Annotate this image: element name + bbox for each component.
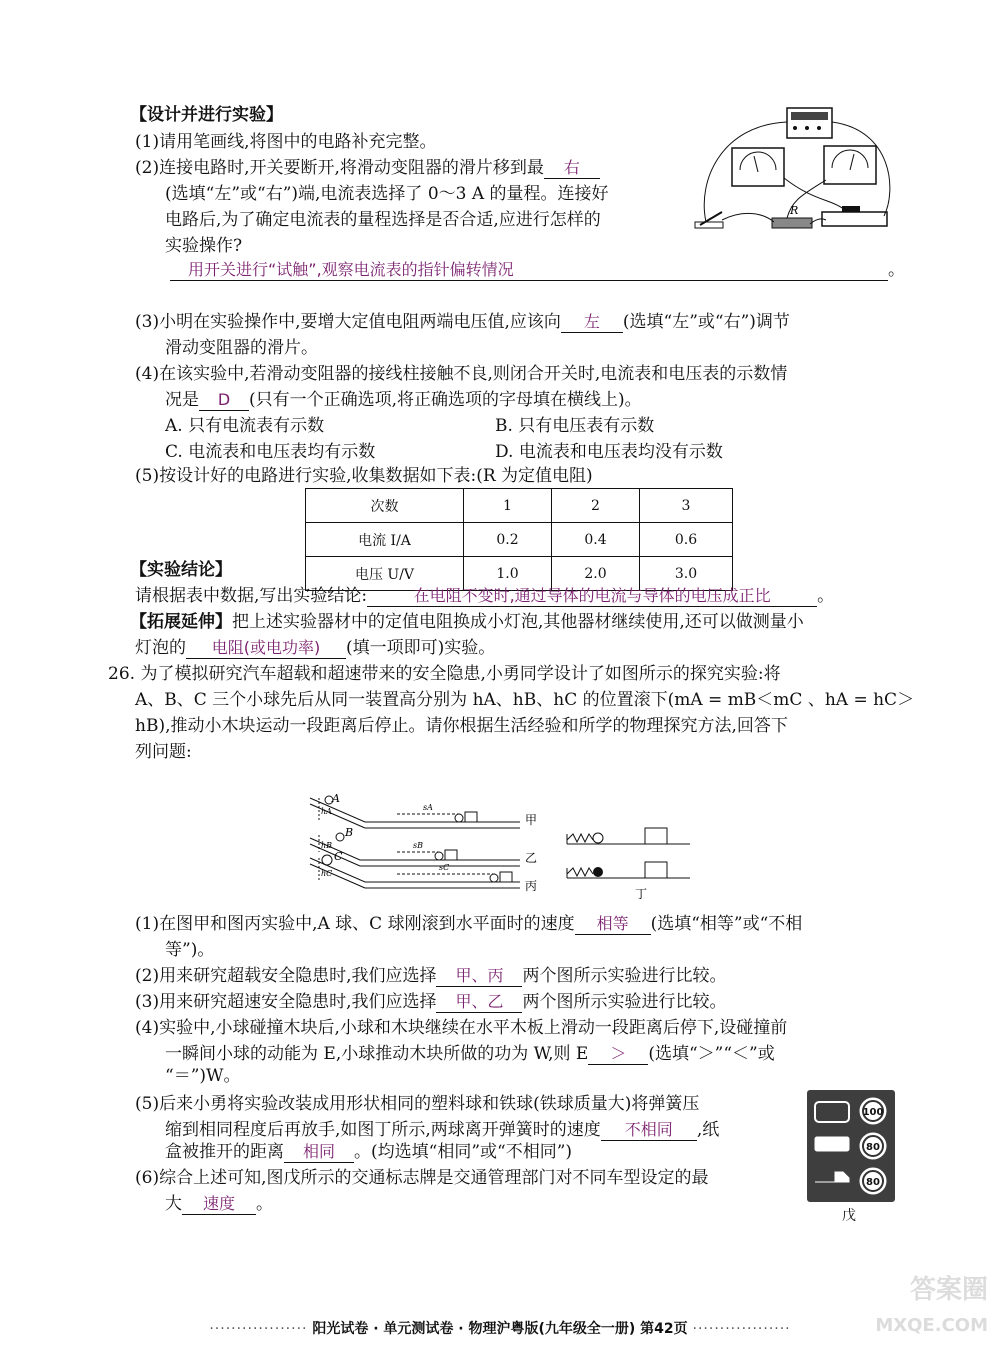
- extension-line1: [130, 610, 804, 634]
- ramp-experiment-figure: [305, 790, 690, 910]
- p3-answer: 甲、乙: [436, 992, 522, 1013]
- p4-text-b: 一瞬间小球的动能为 E,小球推动木块所做的功为 W,则 E: [165, 1044, 589, 1064]
- q3-line2: 滑动变阻器的滑片。: [165, 338, 318, 358]
- extension-text-c: (填一项即可)实验。: [346, 638, 496, 658]
- table-row: [306, 489, 733, 523]
- q4-line1: (4)在该实验中,若滑动变阻器的接线柱接触不良,则闭合开关时,电流表和电压表的示数情: [135, 364, 788, 384]
- p2-line: [135, 964, 726, 988]
- p6-text-b: 大: [165, 1194, 182, 1214]
- label-yi: 乙: [525, 851, 538, 865]
- q2-line3: 电路后,为了确定电流表的量程选择是否合适,应进行怎样的: [165, 210, 601, 230]
- data-table: [305, 488, 733, 591]
- extension-answer: 电阻(或电功率): [186, 638, 346, 659]
- p1-text-a: (1)在图甲和图丙实验中,A 球、C 球刚滚到水平面时的速度: [135, 914, 575, 934]
- table-cell: 0.4: [552, 523, 640, 557]
- q5-text: (5)按设计好的电路进行实验,收集数据如下表:(R 为定值电阻): [135, 466, 593, 486]
- table-cell: 3: [640, 489, 733, 523]
- p1-text-b: (选填“相等”或“不相: [650, 914, 803, 934]
- extension-text-b: 灯泡的: [135, 638, 186, 658]
- p1-line1: [135, 912, 802, 936]
- svg-text:R: R: [790, 204, 799, 217]
- conclusion-text: 请根据表中数据,写出实验结论:: [135, 586, 368, 606]
- circuit-diagram: [692, 100, 897, 250]
- label-hc: hC: [321, 869, 333, 878]
- extension-heading: 【拓展延伸】: [130, 612, 232, 632]
- extension-text-a: 把上述实验器材中的定值电阻换成小灯泡,其他器材继续使用,还可以做测量小: [232, 612, 804, 632]
- q4-answer: D: [199, 390, 249, 411]
- label-ha: hA: [321, 807, 332, 816]
- table-row: [306, 523, 733, 557]
- p3-text-b: 两个图所示实验进行比较。: [522, 992, 727, 1012]
- q2-answer: 右: [544, 158, 600, 179]
- p5-text-c: ,纸: [696, 1120, 720, 1140]
- label-c: C: [334, 850, 343, 863]
- table-cell: 1: [464, 489, 552, 523]
- q26-line1: 26. 为了模拟研究汽车超载和超速带来的安全隐患,小勇同学设计了如图所示的探究实验:将: [108, 664, 781, 684]
- table-cell: 0.2: [464, 523, 552, 557]
- q4-line2: [165, 388, 642, 412]
- conclusion-answer: 在电阻不变时,通过导体的电流与导体的电压成正比: [367, 586, 817, 607]
- q4-text-b: 况是: [165, 390, 199, 410]
- p2-answer: 甲、丙: [436, 966, 522, 987]
- label-wu: 戊: [842, 1208, 856, 1224]
- q4-text-c: (只有一个正确选项,将正确选项的字母填在横线上)。: [249, 390, 642, 410]
- q26-line4: 列问题:: [135, 742, 192, 762]
- q2-text-a: (2)连接电路时,开关要断开,将滑动变阻器的滑片移到最: [135, 158, 544, 178]
- label-sb: sB: [413, 841, 423, 850]
- table-cell: 2.0: [552, 557, 640, 591]
- table-cell: 3.0: [640, 557, 733, 591]
- traffic-sign: [807, 1090, 895, 1202]
- option-a: A. 只有电流表有示数: [165, 416, 325, 436]
- label-a: A: [332, 792, 340, 805]
- footer-text: 阳光试卷 · 单元测试卷 · 物理沪粤版(九年级全一册) 第42页: [312, 1321, 688, 1337]
- speed-limit-3: 80: [866, 1177, 880, 1188]
- table-cell: 电流 I/A: [306, 523, 464, 557]
- label-ding: 丁: [635, 887, 648, 901]
- p6-text-c: 。: [256, 1194, 273, 1214]
- table-cell: 2: [552, 489, 640, 523]
- option-d: D. 电流表和电压表均没有示数: [495, 442, 723, 462]
- table-cell: 0.6: [640, 523, 733, 557]
- table-cell: 次数: [306, 489, 464, 523]
- conclusion-end: 。: [817, 586, 835, 606]
- q2-line4: 实验操作?: [165, 236, 243, 256]
- label-bing: 丙: [525, 879, 538, 893]
- p5-line2: [165, 1118, 719, 1142]
- watermark-text: 答案圈: [909, 1275, 988, 1305]
- p5-text-d: 盒被推开的距离: [165, 1142, 284, 1162]
- table-cell: 1.0: [464, 557, 552, 591]
- p6-line2: [165, 1192, 273, 1216]
- conclusion-heading: 【实验结论】: [130, 560, 232, 580]
- q2-answer-line: [170, 258, 905, 282]
- q3-answer: 左: [561, 312, 623, 333]
- p5-line3: [165, 1140, 572, 1164]
- p2-text-a: (2)用来研究超载安全隐患时,我们应选择: [135, 966, 437, 986]
- label-b: B: [345, 826, 354, 839]
- q2-line1: [135, 156, 600, 180]
- truck-icon: [815, 1172, 849, 1182]
- q3-text-b: (选填“左”或“右”)调节: [622, 312, 790, 332]
- label-hb: hB: [321, 841, 333, 850]
- q2-answer2: 用开关进行“试触”,观察电流表的指针偏转情况: [170, 260, 888, 281]
- p4-answer: ＞: [588, 1044, 648, 1065]
- q26-line2: A、B、C 三个小球先后从同一装置高分别为 hA、hB、hC 的位置滚下(mA = mB＜mC 、hA = hC＞: [135, 690, 915, 710]
- bus-icon: [815, 1137, 849, 1151]
- option-b: B. 只有电压表有示数: [495, 416, 655, 436]
- conclusion-line: [135, 584, 834, 608]
- p5-text-e: 。(均选填“相同”或“不相同”): [354, 1142, 573, 1162]
- label-jia: 甲: [525, 813, 538, 827]
- p6-answer: 速度: [182, 1194, 256, 1215]
- p5-line1: (5)后来小勇将实验改装成用形状相同的塑料球和铁球(铁球质量大)将弹簧压: [135, 1094, 700, 1114]
- p1-line2: 等”)。: [165, 940, 215, 960]
- q2-line2: (选填“左”或“右”)端,电流表选择了 0～3 A 的量程。连接好: [165, 184, 609, 204]
- watermark-url: MXQE.COM: [875, 1315, 988, 1336]
- option-c: C. 电流表和电压表均有示数: [165, 442, 376, 462]
- speed-limit-1: 100: [862, 1107, 884, 1118]
- q26-line3: hB),推动小木块运动一段距离后停止。请你根据生活经验和所学的物理探究方法,回答下: [135, 716, 788, 736]
- p4-text-c: (选填“＞”“＜”或: [648, 1044, 775, 1064]
- q3-text-a: (3)小明在实验操作中,要增大定值电阻两端电压值,应该向: [135, 312, 561, 332]
- label-sc: sC: [439, 863, 450, 872]
- p4-line1: (4)实验中,小球碰撞木块后,小球和木块继续在水平木板上滑动一段距离后停下,设碰撞前: [135, 1018, 788, 1038]
- label-sa: sA: [423, 803, 433, 812]
- q3-line1: [135, 310, 790, 334]
- p3-text-a: (3)用来研究超速安全隐患时,我们应选择: [135, 992, 437, 1012]
- watermark: [818, 1272, 988, 1356]
- q1-text: (1)请用笔画线,将图中的电路补充完整。: [135, 132, 437, 152]
- car-icon: [815, 1102, 849, 1122]
- p4-line2: [165, 1042, 775, 1066]
- design-heading: 【设计并进行实验】: [130, 105, 283, 125]
- p5-answer2: 相同: [284, 1142, 354, 1163]
- extension-line2: [135, 636, 495, 660]
- speed-limit-2: 80: [866, 1142, 880, 1153]
- p2-text-b: 两个图所示实验进行比较。: [522, 966, 727, 986]
- table-cell: 电压 U/V: [306, 557, 464, 591]
- q2-end: 。: [888, 260, 905, 280]
- p5-text-b: 缩到相同程度后再放手,如图丁所示,两球离开弹簧时的速度: [165, 1120, 601, 1140]
- p4-line3: “＝”)W。: [165, 1066, 241, 1086]
- p1-answer: 相等: [575, 914, 651, 935]
- p3-line: [135, 990, 726, 1014]
- page-footer: ·················· 阳光试卷 · 单元测试卷 · 物理沪粤版(九年级全一册) 第42页 ··················: [209, 1321, 791, 1337]
- p6-line1: (6)综合上述可知,图戊所示的交通标志牌是交通管理部门对不同车型设定的最: [135, 1168, 709, 1188]
- p5-answer: 不相同: [601, 1120, 697, 1141]
